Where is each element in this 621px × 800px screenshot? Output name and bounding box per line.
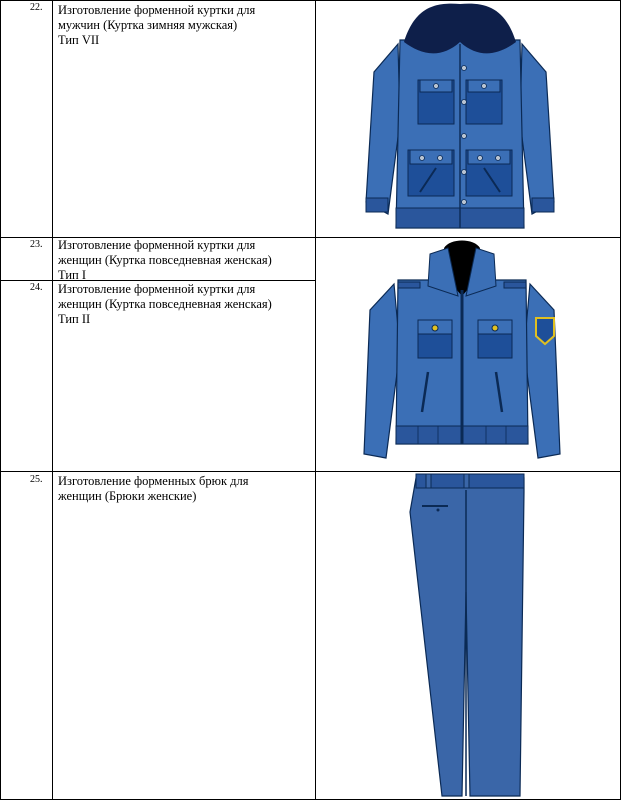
table-border-top — [0, 0, 621, 1]
left-cuff — [366, 198, 388, 212]
button-left — [432, 325, 438, 331]
epaulette-left — [398, 282, 420, 288]
lower-flap-right — [468, 150, 510, 164]
right-sleeve — [520, 44, 554, 214]
casual-jacket-illustration — [358, 240, 566, 464]
left-sleeve — [366, 44, 400, 214]
belt-loop-left — [426, 474, 431, 488]
waistband — [416, 474, 524, 488]
pocket-button — [437, 509, 440, 512]
row-description: Изготовление форменных брюк для женщин (Брюки женские) — [58, 474, 249, 503]
trousers-illustration — [408, 472, 532, 798]
row-description: Изготовление форменной куртки для женщин (Куртка повседневная женская) Тип I — [58, 238, 272, 282]
trouser-legs — [410, 478, 524, 796]
left-sleeve — [364, 284, 400, 458]
row-number: 22. — [30, 2, 43, 13]
row-description: Изготовление форменной куртки для мужчин (Куртка зимняя мужская) Тип VII — [58, 3, 256, 47]
row-number: 23. — [30, 239, 43, 250]
epaulette-right — [504, 282, 526, 288]
row-number: 24. — [30, 282, 43, 293]
right-cuff — [532, 198, 554, 212]
belt-loop-center — [464, 474, 469, 488]
row-description: Изготовление форменной куртки для женщин (Куртка повседневная женская) Тип II — [58, 282, 272, 326]
table-border-left — [0, 0, 1, 800]
button-right — [492, 325, 498, 331]
winter-jacket-illustration — [360, 2, 560, 236]
row-number: 25. — [30, 474, 43, 485]
column-divider-number — [52, 0, 53, 800]
column-divider-image — [315, 0, 316, 800]
lower-flap-left — [410, 150, 452, 164]
right-sleeve — [524, 284, 560, 458]
